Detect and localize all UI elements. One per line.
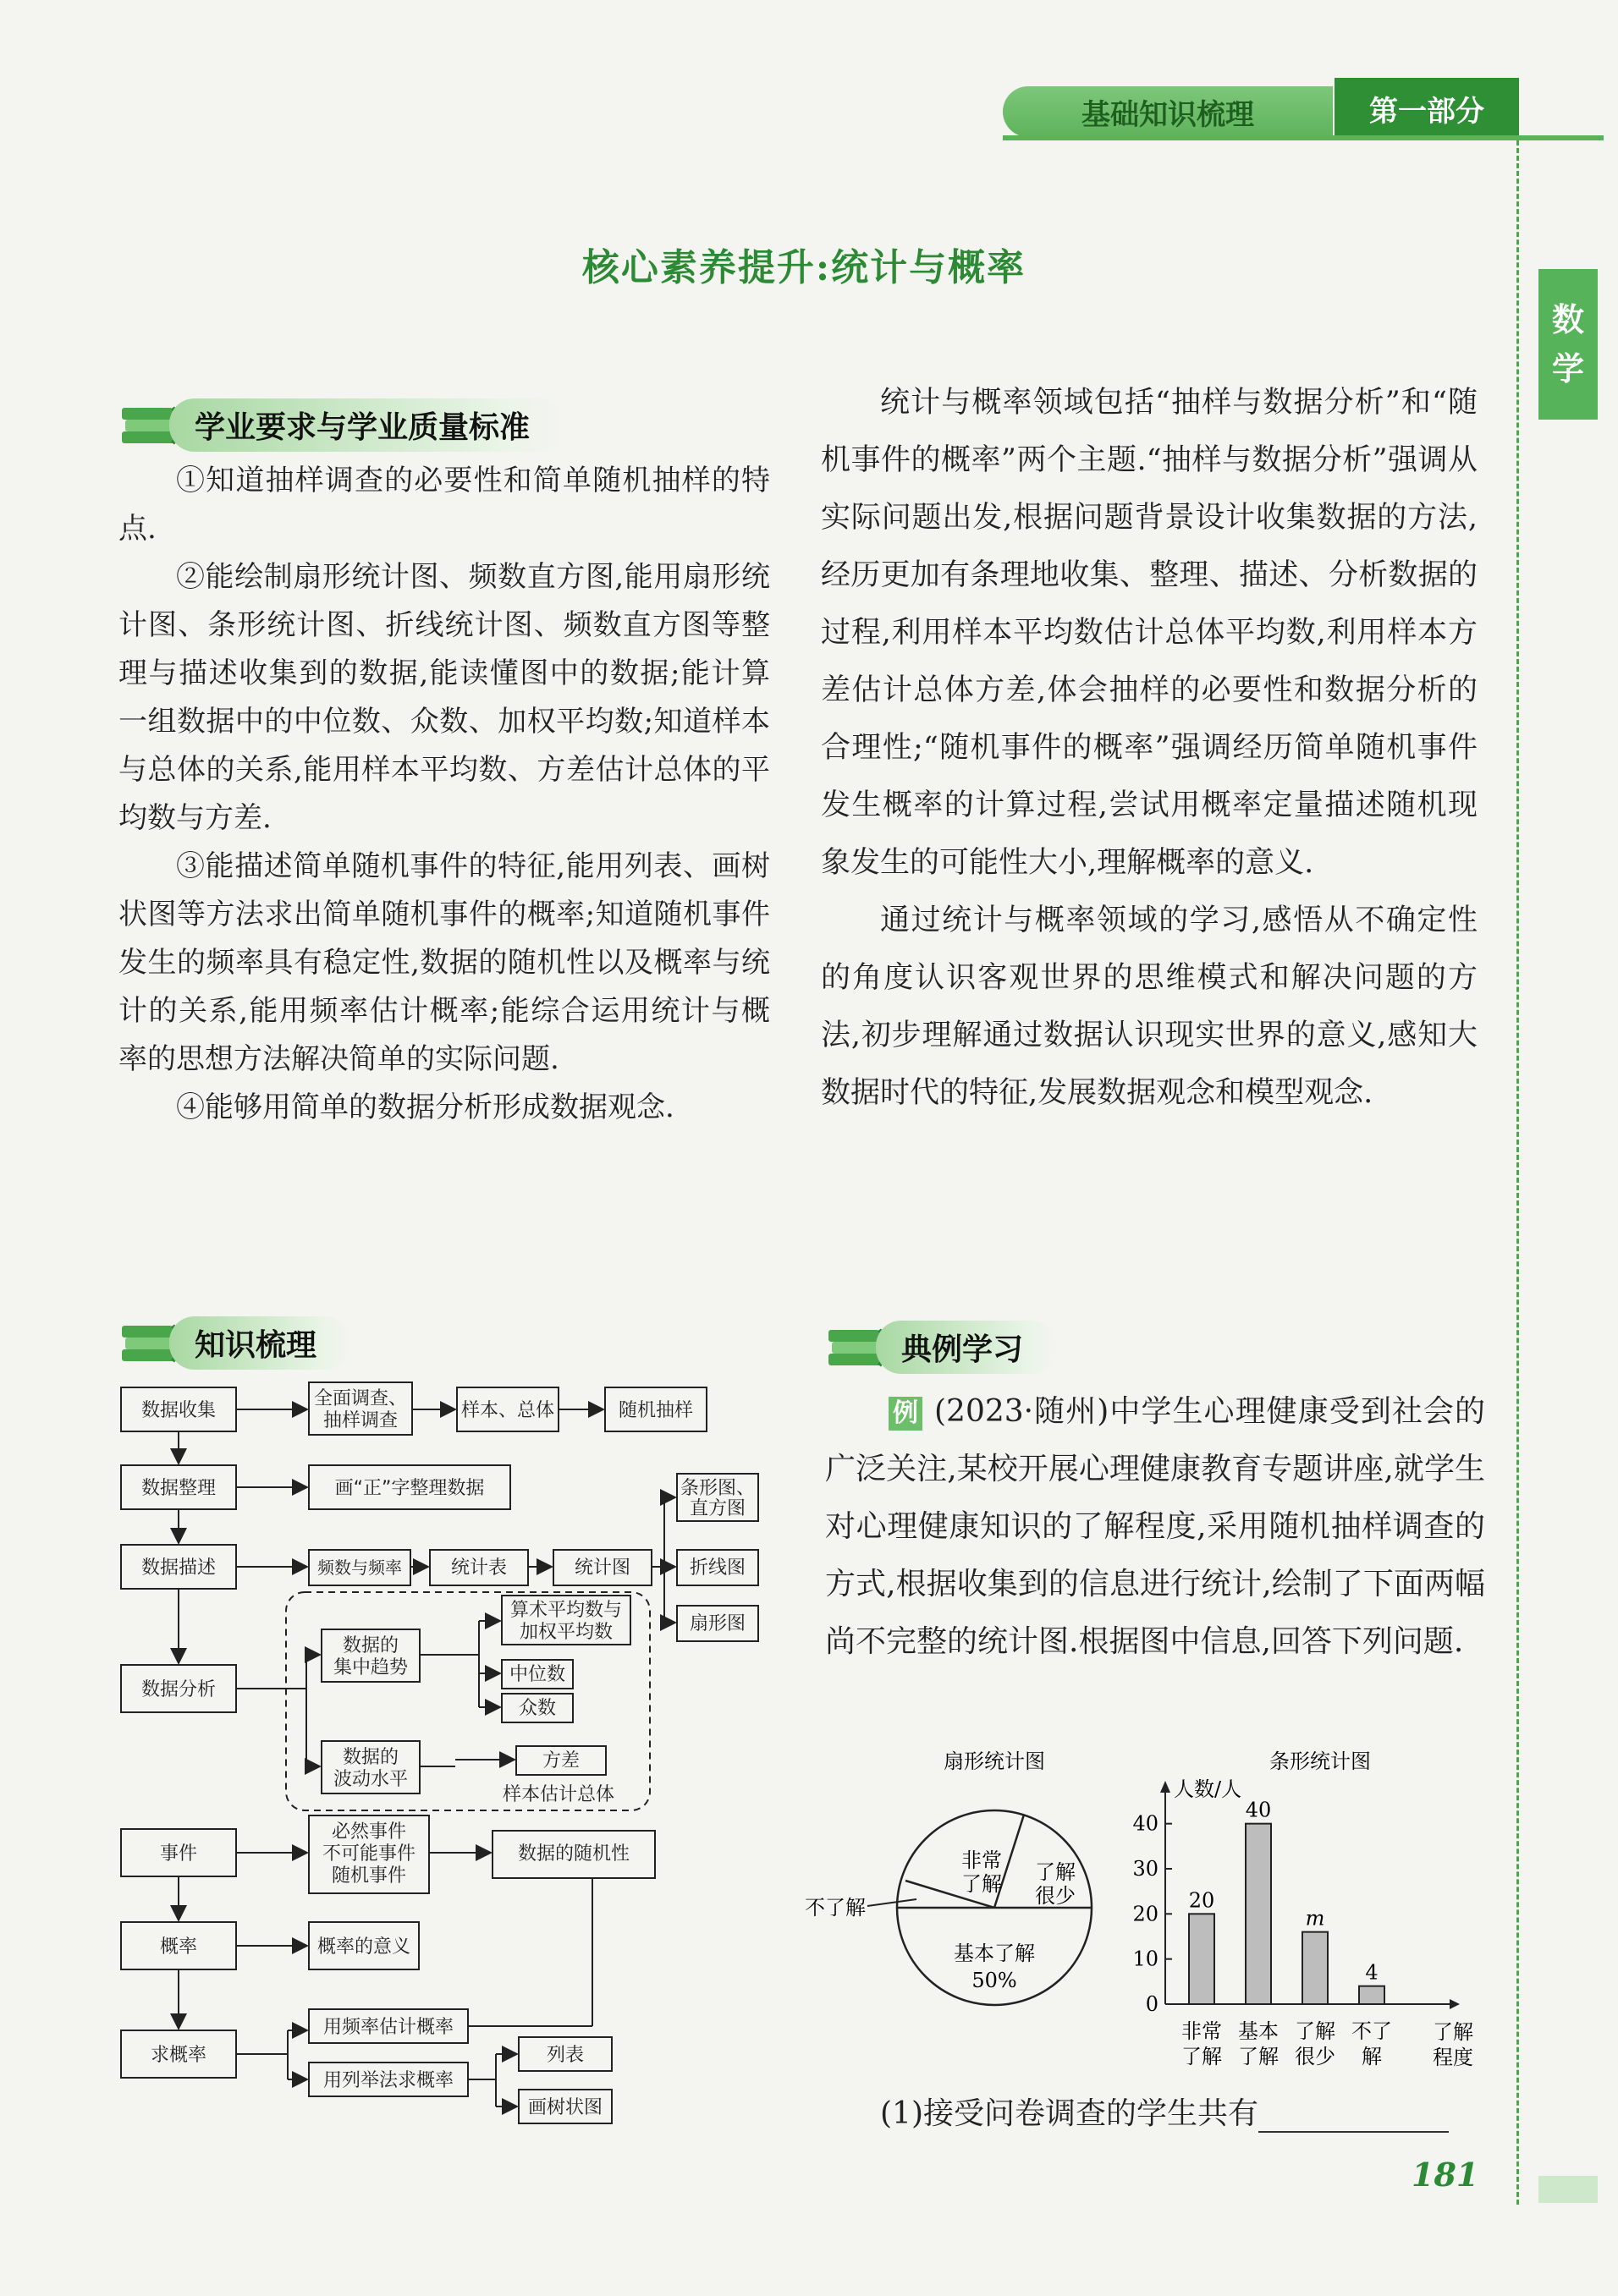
answer-blank[interactable] bbox=[1258, 2097, 1449, 2133]
section-title: 典例学习 bbox=[876, 1321, 1057, 1374]
flow-node: 众数 bbox=[518, 1698, 557, 1719]
flow-node: 画树状图 bbox=[527, 2097, 603, 2118]
pie-label: 了解 bbox=[961, 1872, 1002, 1896]
page-number: 181 bbox=[1412, 2156, 1479, 2194]
example-text: 中学生心理健康受到社会的广泛关注,某校开展心理健康教育专题讲座,就学生对心理健康知识的了解程度,采用随机抽样调查的方式,根据收集到的信息进行统计,绘制了下面两幅尚不完整的统计图.根据图中信息,回答下列问题. bbox=[825, 1394, 1485, 1659]
flow-node: 中位数 bbox=[509, 1664, 566, 1685]
section-heading-requirements bbox=[118, 398, 564, 452]
statistics-charts bbox=[805, 1730, 1485, 2085]
flow-node: 概率 bbox=[159, 1936, 198, 1958]
flow-node: 全面调查、 bbox=[313, 1388, 408, 1409]
category-label: 基本 bbox=[1238, 2019, 1279, 2043]
flow-node: 用频率估计概率 bbox=[322, 2017, 454, 2038]
flow-node: 数据的 bbox=[342, 1635, 399, 1656]
y-axis-arrow bbox=[1160, 1781, 1170, 1793]
intro-paragraph: 通过统计与概率领域的学习,感悟从不确定性的角度认识客观世界的思维模式和解决问题的方法,初步理解通过数据认识现实世界的意义,感知大数据时代的特征,发展数据观念和模型观念. bbox=[821, 904, 1478, 1110]
flow-node: 样本、总体 bbox=[460, 1400, 555, 1421]
flow-node: 数据的随机性 bbox=[517, 1843, 630, 1865]
section-heading-knowledge bbox=[118, 1316, 350, 1370]
example-source: (2023·随州) bbox=[934, 1394, 1109, 1429]
bar-value-label: 4 bbox=[1365, 1960, 1379, 1985]
flow-node: 随机抽样 bbox=[618, 1400, 694, 1421]
section-title: 知识梳理 bbox=[169, 1316, 350, 1370]
bar bbox=[1359, 1986, 1384, 2004]
subject-tab-char: 学 bbox=[1551, 350, 1584, 387]
margin-dash-line bbox=[1516, 140, 1519, 2205]
flow-node: 频数与频率 bbox=[317, 1557, 402, 1578]
header-band bbox=[1003, 78, 1519, 139]
flow-node: 用列举法求概率 bbox=[322, 2070, 454, 2091]
bar-chart-title: 条形统计图 bbox=[1269, 1749, 1371, 1773]
requirement-item: ③能描述简单随机事件的特征,能用列表、画树状图等方法求出简单随机事件的概率;知道随机事件发生的频率具有稳定性,数据的随机性以及概率与统计的关系,能用频率估计概率;能综合运用统计与概率的思想方法解决简单的实际问题. bbox=[118, 849, 770, 1076]
flow-node: 画“正”字整理数据 bbox=[334, 1478, 485, 1499]
flow-node: 列表 bbox=[546, 2045, 585, 2066]
flow-node: 抽样调查 bbox=[322, 1410, 399, 1431]
y-tick-label: 20 bbox=[1132, 1902, 1158, 1926]
subject-tab bbox=[1538, 269, 1598, 420]
page-title: 核心素养提升:统计与概率 bbox=[581, 246, 1026, 289]
pie-label: 很少 bbox=[1035, 1884, 1076, 1908]
flow-node: 扇形图 bbox=[689, 1613, 746, 1634]
category-label: 不了 bbox=[1351, 2019, 1392, 2043]
flow-node: 样本估计总体 bbox=[502, 1784, 615, 1805]
header-part-label: 第一部分 bbox=[1335, 78, 1519, 139]
bar bbox=[1246, 1824, 1271, 2004]
bar-value-label: 20 bbox=[1188, 1888, 1215, 1913]
pie-label: 非常 bbox=[961, 1848, 1002, 1872]
flow-node: 加权平均数 bbox=[519, 1622, 614, 1643]
category-label: 非常 bbox=[1181, 2019, 1222, 2043]
flow-node: 直方图 bbox=[689, 1498, 746, 1519]
flow-node: 不可能事件 bbox=[322, 1843, 416, 1865]
category-label: 解 bbox=[1362, 2045, 1382, 2068]
pie-chart bbox=[805, 1810, 1092, 2005]
flow-node: 数据的 bbox=[342, 1747, 399, 1768]
pie-chart-title: 扇形统计图 bbox=[944, 1749, 1045, 1773]
example-tag: 例 bbox=[889, 1397, 922, 1431]
pie-label: 基本了解 bbox=[954, 1942, 1035, 1965]
intro-paragraph: 统计与概率领域包括“抽样与数据分析”和“随机事件的概率”两个主题.“抽样与数据分析”强调从实际问题出发,根据问题背景设计收集数据的方法,经历更加有条理地收集、整理、描述、分析数据的过程,利用样本平均数估计总体平均数,利用样本方差估计总体方差,体会抽样的必要性和数据分析的合理性;“随机事件的概率”强调经历简单随机事件发生概率的计算过程,尝试用概率定量描述随机现象发生的可能性大小,理解概率的意义. bbox=[821, 386, 1478, 880]
question-text: (1)接受问卷调查的学生共有 bbox=[880, 2096, 1258, 2131]
x-axis-label: 程度 bbox=[1433, 2046, 1473, 2069]
y-tick-label: 40 bbox=[1132, 1811, 1158, 1836]
flow-node: 统计图 bbox=[574, 1557, 631, 1579]
flow-node: 数据整理 bbox=[140, 1478, 217, 1499]
y-tick-label: 0 bbox=[1145, 1992, 1158, 2016]
category-label: 很少 bbox=[1295, 2045, 1335, 2068]
bottom-margin-band bbox=[1538, 2176, 1598, 2203]
flow-node: 数据分析 bbox=[140, 1679, 217, 1700]
header-section-label: 基础知识梳理 bbox=[1003, 86, 1333, 137]
category-label: 了解 bbox=[1181, 2045, 1222, 2068]
flow-node: 方差 bbox=[542, 1750, 581, 1771]
knowledge-flowchart bbox=[118, 1370, 779, 2149]
example-problem bbox=[825, 1383, 1485, 1671]
intro-text bbox=[821, 374, 1478, 1122]
flow-node: 折线图 bbox=[689, 1557, 746, 1579]
bar-value-label: 40 bbox=[1245, 1798, 1272, 1822]
x-axis-label: 了解 bbox=[1433, 2020, 1473, 2044]
section-title: 学业要求与学业质量标准 bbox=[169, 398, 564, 452]
requirement-item: ②能绘制扇形统计图、频数直方图,能用扇形统计图、条形统计图、折线统计图、频数直方图等整理与描述收集到的数据,能读懂图中的数据;能计算一组数据中的中位数、众数、加权平均数;知道样本与总体的关系,能用样本平均数、方差估计总体的平均数与方差. bbox=[118, 560, 770, 835]
bar bbox=[1189, 1914, 1214, 2004]
flow-node: 数据描述 bbox=[140, 1557, 217, 1579]
question-1 bbox=[880, 2090, 1449, 2133]
x-axis-arrow bbox=[1450, 1999, 1460, 2009]
category-label: 了解 bbox=[1295, 2019, 1335, 2043]
pie-label: 了解 bbox=[1035, 1860, 1076, 1884]
flow-node: 数据收集 bbox=[140, 1400, 217, 1421]
section-heading-examples bbox=[825, 1320, 1057, 1374]
flow-node: 求概率 bbox=[150, 2045, 207, 2066]
header-rule bbox=[1003, 135, 1604, 140]
requirements-list bbox=[118, 457, 770, 1132]
requirement-item: ④能够用简单的数据分析形成数据观念. bbox=[176, 1090, 674, 1124]
pie-leader-line bbox=[867, 1899, 916, 1906]
flow-node: 事件 bbox=[159, 1843, 198, 1865]
requirement-item: ①知道抽样调查的必要性和简单随机抽样的特点. bbox=[118, 464, 770, 546]
flow-node: 必然事件 bbox=[331, 1821, 407, 1843]
flow-node: 算术平均数与 bbox=[509, 1600, 623, 1621]
flow-node: 波动水平 bbox=[333, 1769, 409, 1790]
category-label: 了解 bbox=[1238, 2045, 1279, 2068]
bar-chart bbox=[1132, 1777, 1473, 2069]
flow-node: 随机事件 bbox=[331, 1865, 407, 1887]
flow-node: 概率的意义 bbox=[316, 1936, 411, 1958]
y-tick-label: 30 bbox=[1132, 1857, 1158, 1881]
bar-value-label: m bbox=[1305, 1906, 1325, 1931]
y-tick-label: 10 bbox=[1132, 1947, 1158, 1971]
y-axis-label: 人数/人 bbox=[1174, 1777, 1242, 1801]
flow-node: 统计表 bbox=[450, 1557, 508, 1579]
bar bbox=[1302, 1932, 1328, 2004]
pie-label: 不了解 bbox=[805, 1896, 866, 1920]
flow-node: 条形图、 bbox=[680, 1478, 756, 1499]
subject-tab-char: 数 bbox=[1551, 301, 1584, 338]
pie-label: 50% bbox=[971, 1969, 1017, 1992]
flow-node: 集中趋势 bbox=[333, 1657, 409, 1678]
